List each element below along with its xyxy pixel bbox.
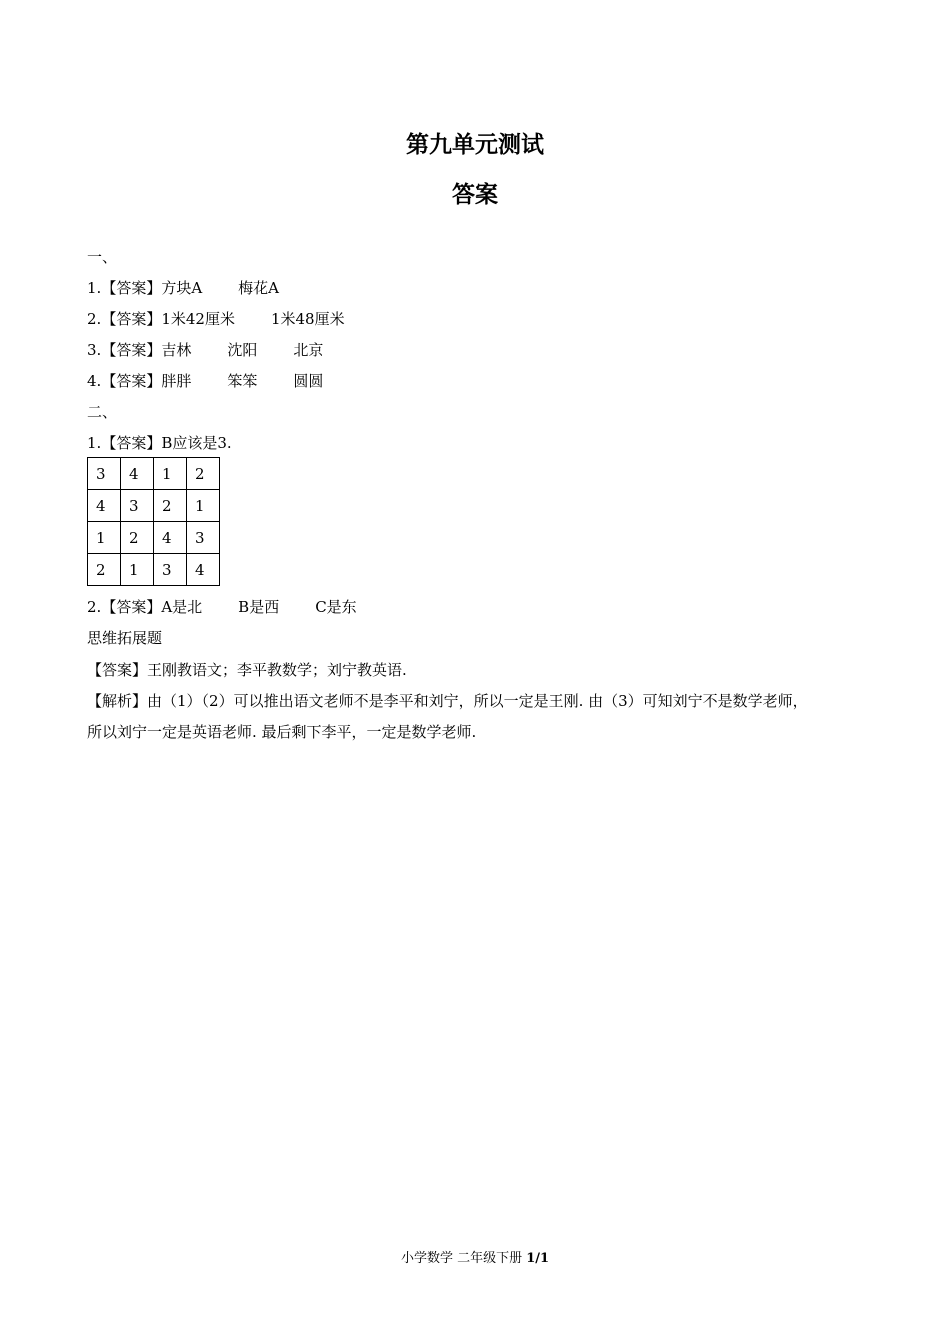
- grid-cell: 2: [121, 522, 154, 554]
- item-number: 4.: [87, 372, 102, 390]
- grid-cell: 1: [187, 490, 220, 522]
- page-subtitle: 答案: [452, 182, 498, 208]
- grid-cell: 2: [187, 458, 220, 490]
- answer-grid: [87, 457, 220, 586]
- item-number: 2.: [87, 310, 102, 328]
- item-number: 3.: [87, 341, 102, 359]
- grid-cell: 3: [121, 490, 154, 522]
- page-title: 第九单元测试: [406, 132, 544, 158]
- page-footer: [0, 1247, 950, 1266]
- answer-tag: 【答案】: [101, 310, 162, 328]
- answer-part: 笨笨: [227, 372, 258, 390]
- analysis-text: 由（1）（2）可以推出语文老师不是李平和刘宁，所以一定是王刚. 由（3）可知刘宁不是数学老师，: [147, 692, 808, 710]
- grid-cell: 4: [187, 554, 220, 586]
- section-heading: 二、: [87, 403, 118, 421]
- item-number: 1.: [87, 279, 102, 297]
- grid-row: [88, 490, 220, 522]
- grid-cell: 4: [88, 490, 121, 522]
- answer-part: 梅花A: [238, 279, 280, 297]
- answer-text: B应该是3.: [161, 434, 232, 452]
- grid-cell: 4: [154, 522, 187, 554]
- grid-cell: 1: [121, 554, 154, 586]
- grid-cell: 3: [154, 554, 187, 586]
- answer-tag: 【答案】: [101, 598, 162, 616]
- answer-item: [87, 660, 407, 680]
- analysis-line: [87, 691, 808, 711]
- answer-part: 沈阳: [227, 341, 258, 359]
- section-heading: 一、: [87, 248, 118, 266]
- answer-part: 1米42厘米: [161, 310, 235, 328]
- item-number: 2.: [87, 598, 102, 616]
- grid-cell: 3: [187, 522, 220, 554]
- grid-cell: 1: [154, 458, 187, 490]
- grid-cell: 2: [154, 490, 187, 522]
- answer-part: C是东: [315, 598, 357, 616]
- answer-part: 方块A: [161, 279, 203, 297]
- grid-cell: 1: [88, 522, 121, 554]
- answer-tag: 【答案】: [101, 279, 162, 297]
- grid-cell: 3: [88, 458, 121, 490]
- grid-row: [88, 522, 220, 554]
- answer-item: [87, 340, 323, 360]
- answer-tag: 【答案】: [87, 661, 148, 679]
- answer-tag: 【答案】: [101, 372, 162, 390]
- answer-text: 王刚教语文；李平教数学；刘宁教英语.: [147, 661, 407, 679]
- answer-tag: 【答案】: [101, 434, 162, 452]
- answer-item: [87, 433, 232, 453]
- answer-part: A是北: [161, 598, 203, 616]
- answer-item: [87, 597, 357, 617]
- page-number: 1/1: [526, 1251, 550, 1266]
- item-number: 1.: [87, 434, 102, 452]
- section-heading: 思维拓展题: [87, 629, 163, 647]
- answer-part: 胖胖: [161, 372, 192, 390]
- answer-part: 1米48厘米: [270, 310, 345, 328]
- answer-item: [87, 371, 323, 391]
- footer-text: 小学数学 二年级下册: [400, 1251, 527, 1266]
- answer-tag: 【答案】: [101, 341, 162, 359]
- answer-part: 吉林: [161, 341, 192, 359]
- analysis-tag: 【解析】: [87, 692, 148, 710]
- answer-item: [87, 278, 279, 298]
- grid-cell: 4: [121, 458, 154, 490]
- analysis-line: 所以刘宁一定是英语老师. 最后剩下李平，一定是数学老师.: [87, 723, 477, 741]
- answer-part: 北京: [293, 341, 324, 359]
- answer-item: [87, 309, 345, 329]
- grid-row: [88, 554, 220, 586]
- answer-part: B是西: [238, 598, 280, 616]
- answer-part: 圆圆: [293, 372, 324, 390]
- grid-cell: 2: [88, 554, 121, 586]
- grid-row: [88, 458, 220, 490]
